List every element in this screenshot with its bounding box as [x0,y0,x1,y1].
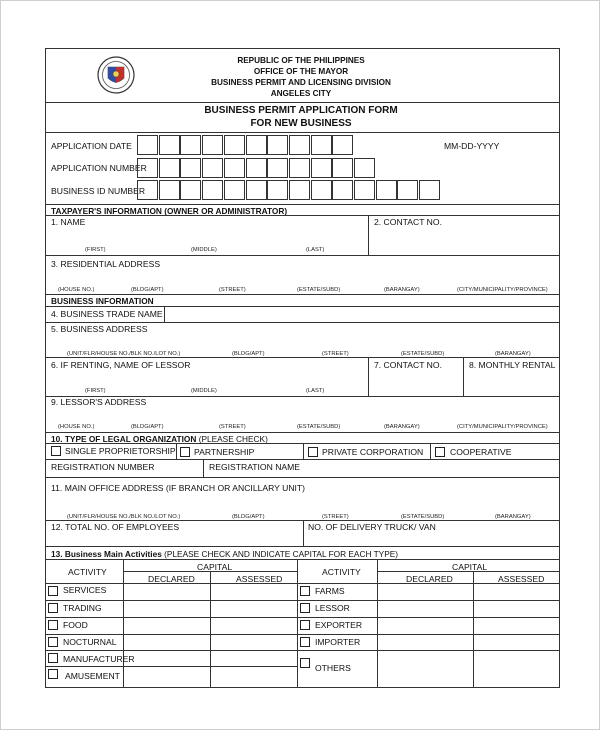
application-number-label: APPLICATION NUMBER [51,163,147,173]
total-employees-label: 12. TOTAL NO. OF EMPLOYEES [51,522,180,532]
private-corporation-label: PRIVATE CORPORATION [322,447,424,457]
delivery-trucks-label: NO. OF DELIVERY TRUCK/ VAN [308,522,436,532]
name-input[interactable] [49,227,365,245]
header-republic: REPUBLIC OF THE PHILIPPINES [237,56,365,65]
application-number-cell[interactable] [332,158,353,178]
lessor-name-input[interactable] [49,371,365,385]
application-date-cell[interactable] [267,135,288,155]
business-id-cell[interactable] [354,180,375,200]
cooperative-label: COOPERATIVE [450,447,512,457]
business-id-cell[interactable] [159,180,180,200]
activity-importer: IMPORTER [315,637,361,647]
residential-address-input[interactable] [49,270,557,284]
assessed-header-left: ASSESSED [236,574,283,584]
registration-name-label: REGISTRATION NAME [209,462,301,472]
caption-street-2: (STREET) [322,351,349,357]
caption-bldg-2: (BLDG/APT) [232,351,265,357]
lessor-address-label: 9. LESSOR'S ADDRESS [51,397,147,407]
activity-amusement: AMUSEMENT [65,671,120,681]
partnership-checkbox[interactable] [180,447,190,457]
application-date-cell[interactable] [246,135,267,155]
caption-unit: (UNIT/FLR/HOUSE NO./BLK NO./LOT NO.) [67,351,181,357]
manufacturer-checkbox[interactable] [48,653,58,663]
trade-name-input[interactable] [167,308,557,320]
lessor-label: 6. IF RENTING, NAME OF LESSOR [51,360,191,370]
business-id-cell[interactable] [246,180,267,200]
application-number-cell[interactable] [267,158,288,178]
activity-header-right: ACTIVITY [322,567,361,577]
business-id-cell[interactable] [267,180,288,200]
application-date-cell[interactable] [202,135,223,155]
partnership-label: PARTNERSHIP [194,447,255,457]
header-office: OFFICE OF THE MAYOR [253,67,349,76]
application-date-cell[interactable] [180,135,201,155]
activity-nocturnal: NOCTURNAL [63,637,117,647]
application-number-cell[interactable] [311,158,332,178]
date-format-hint: MM-DD-YYYY [444,141,500,151]
registration-number-label: REGISTRATION NUMBER [51,462,155,472]
caption-first: (FIRST) [85,247,106,253]
assessed-header-right: ASSESSED [498,574,545,584]
business-id-label: BUSINESS ID NUMBER [51,186,146,196]
application-date-cell[interactable] [224,135,245,155]
farms-checkbox[interactable] [300,586,310,596]
application-number-cell[interactable] [180,158,201,178]
lessor-caption-city: (CITY/MUNICIPALITY/PROVINCE) [457,424,548,430]
activity-food: FOOD [63,620,88,630]
amusement-checkbox[interactable] [48,669,58,679]
capital-header-left: CAPITAL [197,562,233,572]
activities-title-bold: 13. Business Main Activities [51,549,162,559]
application-date-cell[interactable] [311,135,332,155]
caption-barangay: (BARANGAY) [384,287,420,293]
business-id-cell[interactable] [376,180,397,200]
importer-checkbox[interactable] [300,637,310,647]
business-address-input[interactable] [49,335,557,347]
monthly-rental-input[interactable] [466,371,557,395]
business-id-cell[interactable] [397,180,418,200]
activity-others: OTHERS [315,663,351,673]
business-id-cell[interactable] [137,180,158,200]
application-number-cell[interactable] [354,158,375,178]
application-number-cell[interactable] [202,158,223,178]
business-address-label: 5. BUSINESS ADDRESS [51,324,148,334]
taxpayer-section-title: TAXPAYER'S INFORMATION (OWNER OR ADMINISTRATOR) [51,206,288,216]
application-number-cell[interactable] [224,158,245,178]
monthly-rental-label: 8. MONTHLY RENTAL [469,360,556,370]
caption-bldg: (BLDG/APT) [131,287,164,293]
main-office-caption-barangay: (BARANGAY) [495,514,531,520]
caption-estate-2: (ESTATE/SUBD) [401,351,445,357]
activity-farms: FARMS [315,586,345,596]
exporter-checkbox[interactable] [300,620,310,630]
header-city: ANGELES CITY [270,89,332,98]
name-label: 1. NAME [51,217,86,227]
activities-title-hint: (PLEASE CHECK AND INDICATE CAPITAL FOR EACH TYPE) [164,549,399,559]
activity-header-left: ACTIVITY [68,567,107,577]
lessor-contact-label: 7. CONTACT NO. [374,360,442,370]
declared-header-right: DECLARED [406,574,453,584]
application-date-label: APPLICATION DATE [51,141,132,151]
trade-name-label: 4. BUSINESS TRADE NAME [51,309,163,319]
caption-house-no: (HOUSE NO.) [58,287,95,293]
contact-input[interactable] [371,227,557,253]
activity-lessor: LESSOR [315,603,350,613]
caption-city: (CITY/MUNICIPALITY/PROVINCE) [457,287,548,293]
application-number-cell[interactable] [159,158,180,178]
single-proprietorship-checkbox[interactable] [51,446,61,456]
contact-label: 2. CONTACT NO. [374,217,442,227]
lessor-caption-house: (HOUSE NO.) [58,424,95,430]
residential-address-label: 3. RESIDENTIAL ADDRESS [51,259,161,269]
business-id-cell[interactable] [180,180,201,200]
legal-org-title-bold: 10. TYPE OF LEGAL ORGANIZATION [51,434,197,444]
business-id-cell[interactable] [332,180,353,200]
caption-estate: (ESTATE/SUBD) [297,287,341,293]
trading-checkbox[interactable] [48,603,58,613]
application-date-cell[interactable] [289,135,310,155]
activity-trading: TRADING [63,603,102,613]
form-title: BUSINESS PERMIT APPLICATION FORM [204,105,398,116]
application-number-cell[interactable] [289,158,310,178]
food-checkbox[interactable] [48,620,58,630]
application-number-cell[interactable] [137,158,158,178]
services-checkbox[interactable] [48,586,58,596]
form-subtitle: FOR NEW BUSINESS [250,118,352,129]
business-id-cell[interactable] [419,180,440,200]
application-date-cell[interactable] [159,135,180,155]
main-office-input[interactable] [49,495,557,509]
lessor-caption-first: (FIRST) [85,388,106,394]
legal-org-title-hint: (PLEASE CHECK) [198,434,268,444]
business-id-cell[interactable] [224,180,245,200]
caption-middle: (MIDDLE) [191,247,217,253]
lessor-contact-input[interactable] [371,371,460,395]
business-id-cell[interactable] [311,180,332,200]
header-division: BUSINESS PERMIT AND LICENSING DIVISION [211,78,391,87]
lessor-caption-street: (STREET) [219,424,246,430]
lessor-caption-bldg: (BLDG/APT) [131,424,164,430]
others-checkbox[interactable] [300,658,310,668]
application-number-cell[interactable] [246,158,267,178]
lessor-caption-middle: (MIDDLE) [191,388,217,394]
application-date-cell[interactable] [332,135,353,155]
activities-title [51,549,398,559]
main-office-caption-bldg: (BLDG/APT) [232,514,265,520]
lessor-caption-last: (LAST) [306,388,325,394]
nocturnal-checkbox[interactable] [48,637,58,647]
caption-street: (STREET) [219,287,246,293]
business-id-cell[interactable] [289,180,310,200]
business-section-title: BUSINESS INFORMATION [51,296,154,306]
application-date-cell[interactable] [137,135,158,155]
capital-header-right: CAPITAL [452,562,488,572]
private-corporation-checkbox[interactable] [308,447,318,457]
caption-barangay-2: (BARANGAY) [495,351,531,357]
activity-services: SERVICES [63,585,107,595]
lessor-caption-estate: (ESTATE/SUBD) [297,424,341,430]
lessor-address-input[interactable] [49,408,557,420]
main-office-caption-unit: (UNIT/FLR/HOUSE NO./BLK NO./LOT NO.) [67,514,181,520]
activity-exporter: EXPORTER [315,620,363,630]
business-id-cell[interactable] [202,180,223,200]
main-office-caption-estate: (ESTATE/SUBD) [401,514,445,520]
lessor-checkbox[interactable] [300,603,310,613]
main-office-label: 11. MAIN OFFICE ADDRESS (IF BRANCH OR ANCILLARY UNIT) [51,483,306,493]
cooperative-checkbox[interactable] [435,447,445,457]
main-office-caption-street: (STREET) [322,514,349,520]
lessor-caption-barangay: (BARANGAY) [384,424,420,430]
activity-manufacturer: MANUFACTURER [63,654,135,664]
single-proprietorship-label: SINGLE PROPRIETORSHIP [65,446,176,456]
caption-last: (LAST) [306,247,325,253]
declared-header-left: DECLARED [148,574,195,584]
